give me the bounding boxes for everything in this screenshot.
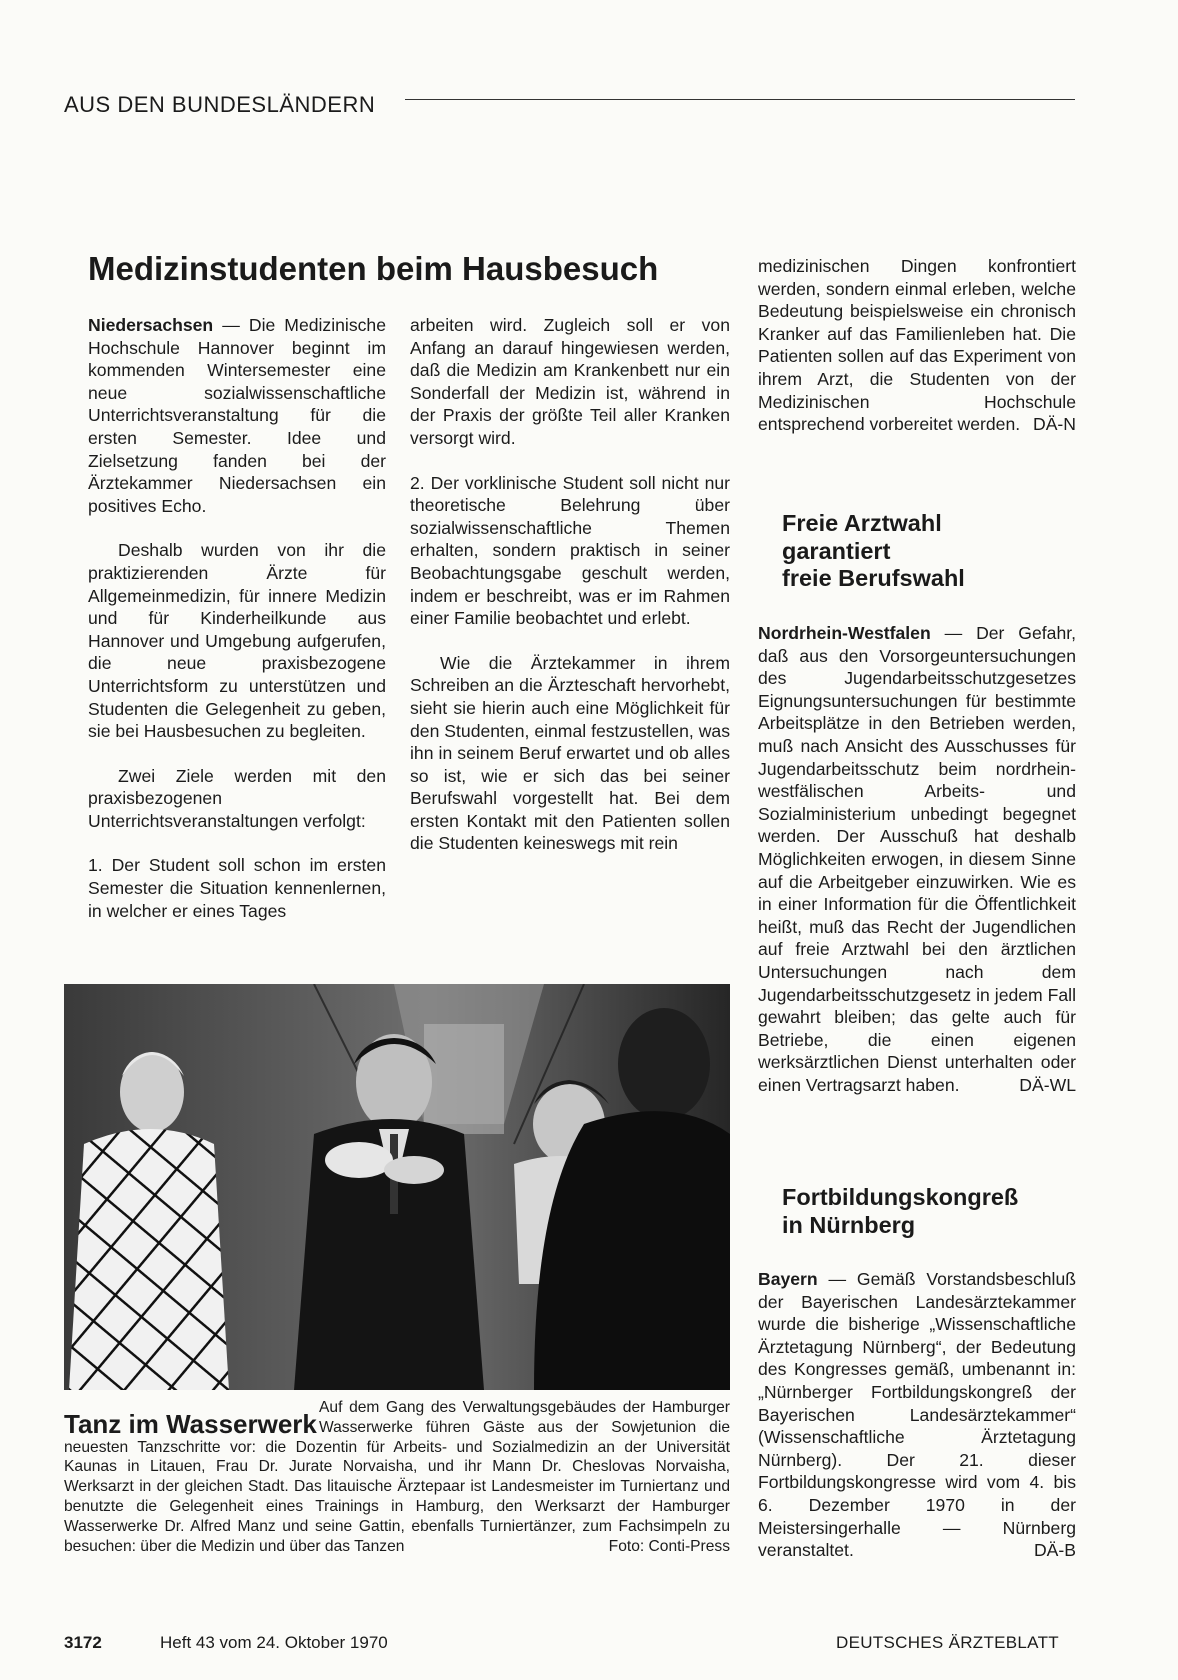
photo — [64, 984, 730, 1390]
lead-label: Nordrhein-Westfalen — [758, 623, 931, 643]
section-header: AUS DEN BUNDESLÄNDERN — [64, 92, 376, 117]
author-tag: DÄ-N — [1032, 414, 1076, 435]
paragraph: Zwei Ziele werden mit den praxisbezogenen Unterrichtsveranstaltungen verfolgt: — [88, 765, 386, 831]
title-line: Freie Arztwahl — [782, 510, 942, 536]
author-tag: DÄ-B — [1033, 1540, 1076, 1561]
lead-paragraph — [758, 1268, 1076, 1562]
caption-title: Tanz im Wasserwerk — [64, 1409, 317, 1439]
caption-text: Auf dem Gang des Verwaltungsgebäudes der Hamburger Wasserwerke führen Gäste aus der Sowjetunion die neuesten Tanzschritte vor: die Dozentin für Arbeits- und Sozialmedizin an der Universität Kaunas in Litauen, Frau Dr. Jurate Norvaisha, und ihr Mann Dr. Cheslovas Norvaisha, Werksarzt in der gleichen Stadt. Das litauische Ärztepaar ist Landesmeister im Turniertanz und benutzte die Gelegenheit eines Trainings in Hamburg, den Werksarzt der Hamburger Wasserwerke Dr. Alfred Manz und seine Gattin, ebenfalls Turniertänzer, zum Fachsimpeln zu besuchen: über die Medizin und über das Tanzen — [64, 1399, 730, 1555]
issue-info: Heft 43 vom 24. Oktober 1970 — [160, 1633, 388, 1652]
title-line: in Nürnberg — [782, 1211, 916, 1238]
publication-name: DEUTSCHES ÄRZTEBLATT — [836, 1633, 1059, 1652]
photo-illustration — [64, 984, 730, 1390]
lead-text: — Der Gefahr, daß aus den Vorsorgeuntersuchungen des Jugendarbeitsschutzgesetzes Eignungsuntersuchungen für bestimmte Arbeitsplätze in den Betrieben werden, muß nach Ansicht des Ausschusses für Jugendarbeitsschutz beim nordrhein-westfälischen Arbeits- und Sozialministerium unbedingt begegnet werden. Der Ausschuß hat deshalb Möglichkeiten erwogen, in diesem Sinne auf die Arbeitgeber einzuwirken. Wie es in einer Information für die Öffentlichkeit heißt, muß das Recht der Jugendlichen auf freie Arztwahl bei den ärztlichen Untersuchungen nach dem Jugendarbeitsschutzgesetz in jedem Fall gewahrt bleiben; das gelte auch für Betriebe, die einen eigenen werksärztlichen Dienst unterhalten oder einen Vertragsarzt haben. — [758, 623, 1076, 1095]
lead-label: Bayern — [758, 1269, 818, 1289]
lead-paragraph — [758, 622, 1076, 1096]
article-title — [782, 1184, 1018, 1239]
article-body — [758, 622, 1076, 1118]
article-title: Medizinstudenten beim Hausbesuch — [88, 250, 659, 287]
lead-text: — Gemäß Vorstandsbeschluß der Bayerischen Landesärztekammer wurde die bisherige „Wissenschaftliche Ärztetagung Nürnberg“, der Bedeutung des Kongresses gemäß, umbenannt in: „Nürnberger Fortbildungskongreß der Bayerischen Landesärztekammer“ (Wissenschaftliche Ärztetagung Nürnberg). Der 21. dieser Fortbildungskongresse wird vom 4. bis 6. Dezember 1970 in der Meistersingerhalle — Nürnberg veranstaltet. — [758, 1269, 1076, 1561]
title-line: Fortbildungskongreß — [782, 1184, 1019, 1210]
page-number: 3172 — [64, 1633, 102, 1652]
title-line: garantiert — [782, 537, 891, 564]
article-column-1 — [88, 314, 386, 944]
article-column-3 — [758, 255, 1076, 458]
lead-text: — Die Medizinische Hochschule Hannover beginnt im kommenden Wintersemester eine neue sozialwissenschaftliche Unterrichtsveranstaltung für die ersten Semester. Idee und Zielsetzung fanden bei der Ärztekammer Niedersachsen ein positives Echo. — [88, 315, 386, 516]
paragraph: 2. Der vorklinische Student soll nicht nur theoretische Belehrung über sozialwissenschaftliche Themen erhalten, sondern praktisch in seiner Beobachtungsgabe geschult werden, indem er beschreibt, was er im Rahmen einer Familie beobachtet und erlebt. — [410, 472, 730, 629]
paragraph: Deshalb wurden von ihr die praktizierenden Ärzte für Allgemeinmedizin, für innere Medizin und für Kinderheilkunde aus Hannover und Umgebung aufgerufen, die neue praxisbezogene Unterrichtsform zu unterstützen und Studenten die Gelegenheit zu geben, sie bei Hausbesuchen zu begleiten. — [88, 540, 386, 742]
title-line: freie Berufswahl — [782, 565, 965, 592]
paragraph: arbeiten wird. Zugleich soll er von Anfang an darauf hingewiesen werden, daß die Medizin am Krankenbett nur ein Sonderfall der Medizin ist, während in der Praxis der größte Teil aller Kranken versorgt wird. — [410, 315, 730, 448]
lead-label: Niedersachsen — [88, 315, 214, 335]
author-tag: DÄ-WL — [1019, 1074, 1076, 1095]
paragraph — [758, 255, 1076, 436]
article-column-2 — [410, 314, 730, 877]
lead-paragraph — [88, 314, 386, 517]
article-body — [758, 1268, 1076, 1584]
paragraph: Wie die Ärztekammer in ihrem Schreiben an die Ärzteschaft hervorhebt, sieht sie hierin auch eine Möglichkeit für den Studenten, einmal festzustellen, was ihn in seinem Beruf erwartet und ob alles so ist, wie er sich das bei seiner Berufswahl vorgestellt hat. Bei dem ersten Kontakt mit den Patienten sollen die Studenten keineswegs mit rein — [410, 652, 730, 854]
header-rule — [405, 99, 1075, 100]
paragraph: 1. Der Student soll schon im ersten Semester die Situation kennenlernen, in welcher er eines Tages — [88, 855, 386, 921]
paragraph-text: medizinischen Dingen konfrontiert werden, sondern einmal erleben, welche Bedeutung beispielsweise ein chronisch Kranker auf das Familienleben hat. Die Patienten sollen auf das Experiment von ihrem Arzt, die Studenten von der Medizinischen Hochschule entsprechend vorbereitet werden. — [758, 256, 1076, 435]
article-title — [782, 510, 965, 593]
photo-credit: Foto: Conti-Press — [608, 1537, 730, 1555]
